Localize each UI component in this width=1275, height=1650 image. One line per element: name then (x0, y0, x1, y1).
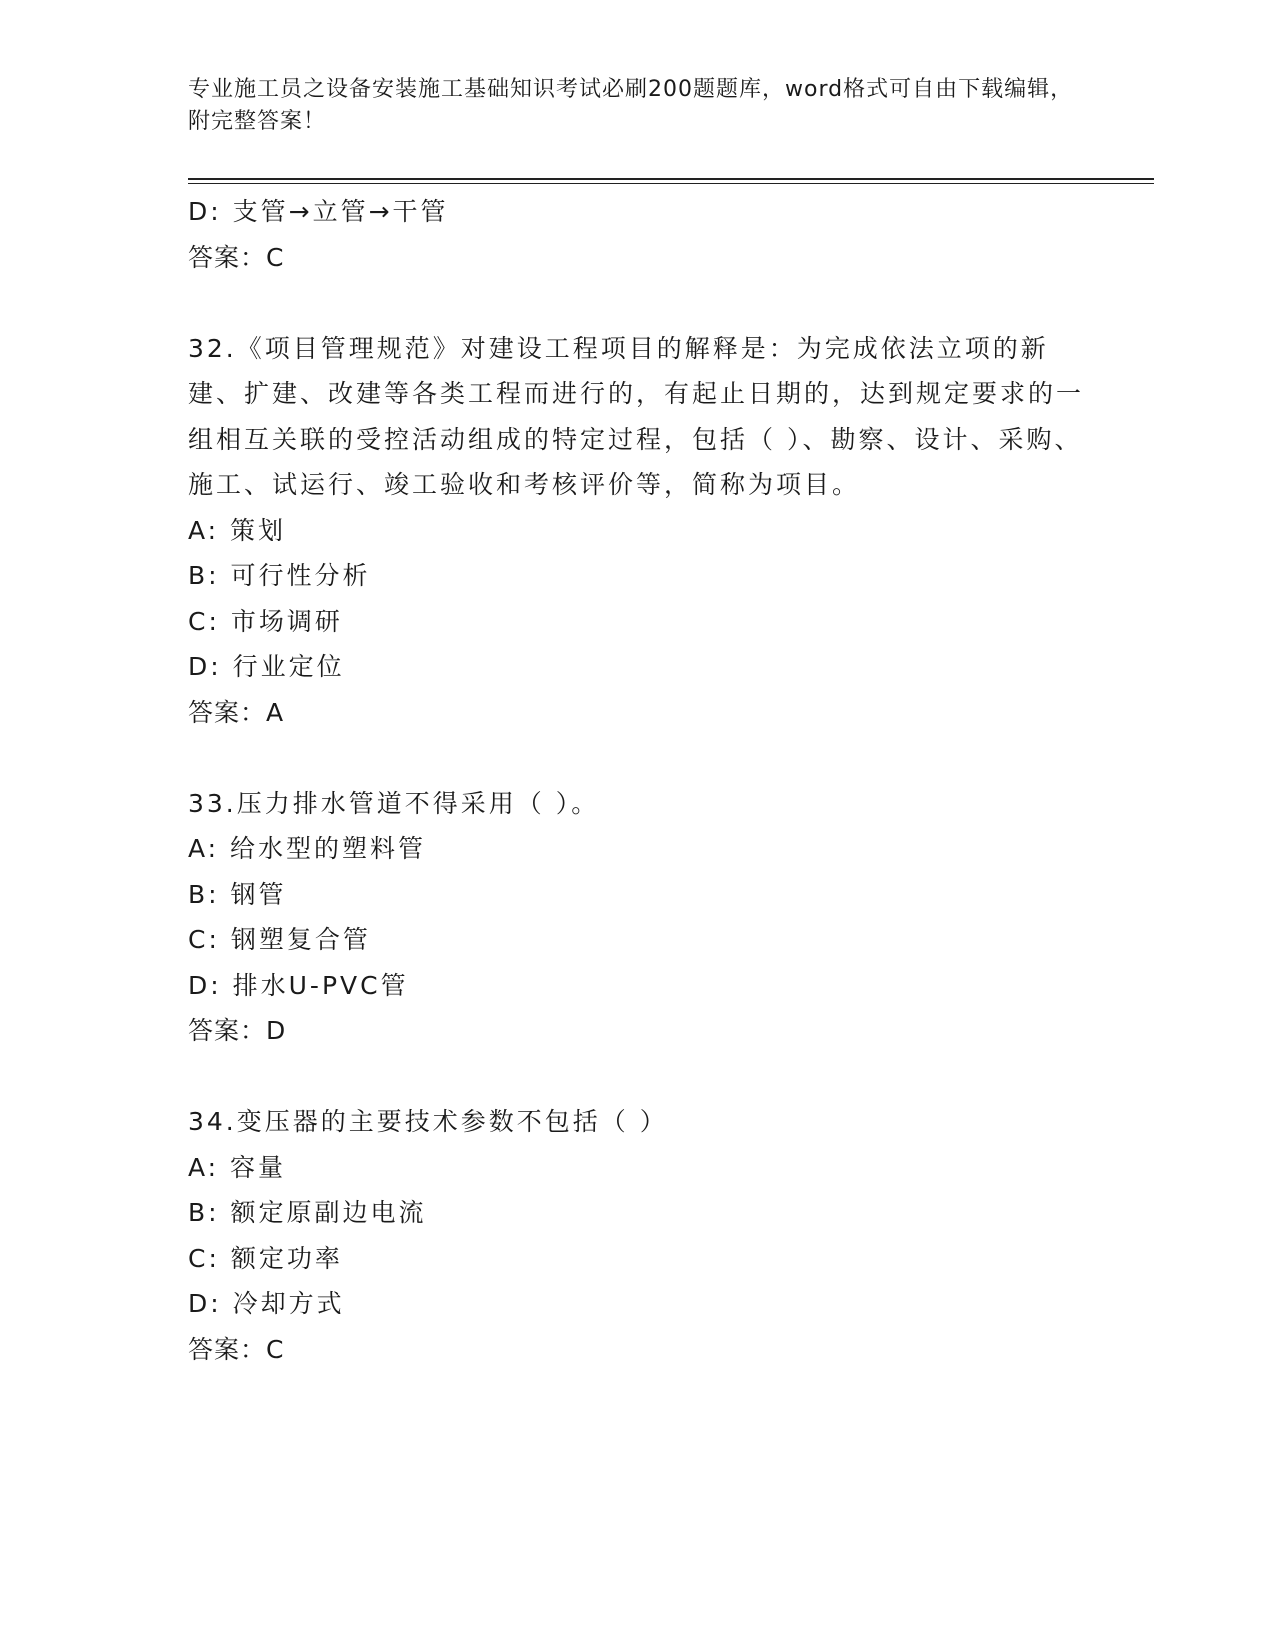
question-stem: 32.《项目管理规范》对建设工程项目的解释是：为完成依法立项的新建、扩建、改建等各类工程而进行的，有起止日期的，达到规定要求的一组相互关联的受控活动组成的特定过程，包括（ ）、勘察、设计、采购、施工、试运行、竣工验收和考核评价等，简称为项目。 (188, 333, 1085, 499)
page-header-title: 专业施工员之设备安装施工基础知识考试必刷200题题库，word格式可自由下载编辑，附完整答案！ (188, 77, 1074, 134)
spacer (188, 1054, 1088, 1100)
question-answer: 答案：D (188, 1016, 287, 1045)
option-c: C: 钢塑复合管 (188, 925, 371, 954)
option-d: D: 行业定位 (188, 652, 345, 681)
question-32 (188, 326, 1088, 736)
spacer (188, 735, 1088, 781)
option-b: B: 额定原副边电流 (188, 1198, 427, 1227)
option-c: C: 额定功率 (188, 1243, 343, 1273)
question-answer: 答案：A (188, 697, 285, 727)
option-a: A: 策划 (188, 515, 287, 545)
option-c: C: 市场调研 (188, 606, 343, 636)
question-stem: 33.压力排水管道不得采用（ ）。 (188, 788, 600, 818)
option-b: B: 可行性分析 (188, 561, 371, 590)
spacer (188, 280, 1088, 326)
header-divider-thick (188, 178, 1154, 180)
question-answer: 答案：C (188, 1334, 285, 1364)
question-content (188, 189, 1088, 1372)
prev-question-option-d: D: 支管→立管→干管 (188, 197, 449, 226)
option-a: A: 给水型的塑料管 (188, 834, 427, 863)
option-a: A: 容量 (188, 1152, 287, 1182)
option-d: D: 排水U-PVC管 (188, 970, 409, 1000)
option-d: D: 冷却方式 (188, 1289, 345, 1318)
question-33 (188, 781, 1088, 1054)
prev-question-answer: 答案：C (188, 242, 285, 272)
option-b: B: 钢管 (188, 879, 287, 909)
header-divider-thin (188, 183, 1154, 184)
question-34 (188, 1099, 1088, 1372)
question-stem: 34.变压器的主要技术参数不包括（ ） (188, 1107, 668, 1136)
